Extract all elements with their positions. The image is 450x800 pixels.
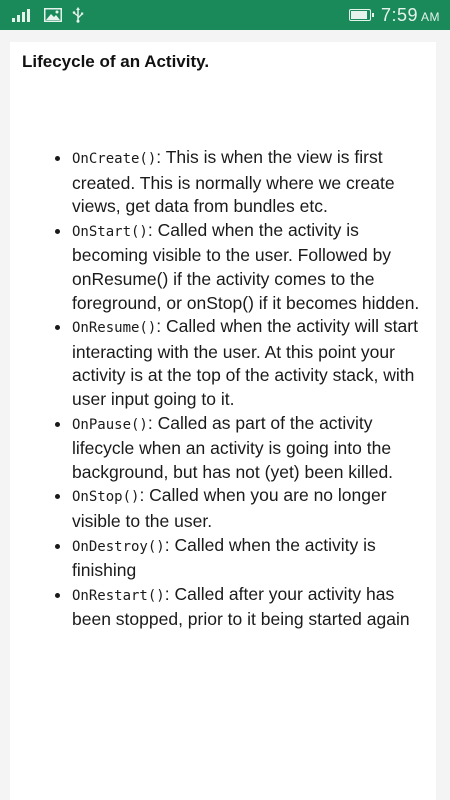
method-name: OnPause() (72, 416, 148, 433)
method-name: OnDestroy() (72, 538, 165, 555)
status-bar (0, 0, 450, 30)
image-notification-icon (44, 8, 62, 22)
usb-icon (72, 7, 84, 23)
method-name: OnStop() (72, 489, 140, 506)
lifecycle-list (10, 146, 430, 632)
lifecycle-item-onresume (72, 315, 430, 411)
method-description: : Called when the activity is becoming visible to the user. Followed by onResume() if the activity comes to the foreground, or onStop() if it becomes hidden. (72, 219, 420, 313)
content-card (10, 42, 436, 800)
lifecycle-item-onpause (72, 412, 430, 485)
method-description: : Called after your activity has been stopped, prior to it being started again (72, 583, 410, 630)
battery-level-fill (351, 11, 367, 19)
lifecycle-item-onstop (72, 484, 430, 533)
method-name: OnResume() (72, 320, 157, 337)
clock-time: 7:59 (380, 4, 418, 25)
method-name: OnCreate() (72, 151, 157, 167)
lifecycle-item-onrestart (72, 583, 430, 632)
status-icons-right (349, 5, 440, 26)
method-name: OnRestart() (72, 587, 165, 604)
signal-icon (12, 8, 34, 22)
method-description: : Called when you are no longer visible to the user. (72, 485, 387, 531)
method-name: OnStart() (72, 223, 148, 240)
method-description: : Called when the activity is finishing (72, 534, 376, 581)
method-description: : Called as part of the activity lifecycle when an activity is going into the background, but has not (yet) been killed. (72, 412, 394, 482)
battery-icon (349, 9, 371, 21)
lifecycle-item-onstart (72, 219, 430, 315)
status-icons-left (12, 7, 84, 23)
lifecycle-item-oncreate (72, 146, 430, 219)
page-title: Lifecycle of an Activity. (22, 52, 210, 71)
method-description: : This is when the view is first created. This is normally where we create views, get data from bundles etc. (72, 147, 395, 217)
clock-ampm: AM (421, 9, 440, 24)
method-description: : Called when the activity will start interacting with the user. At this point your activity is at the top of the activity stack, with user input going to it. (72, 316, 418, 409)
clock (381, 5, 440, 26)
lifecycle-item-ondestroy (72, 534, 430, 583)
